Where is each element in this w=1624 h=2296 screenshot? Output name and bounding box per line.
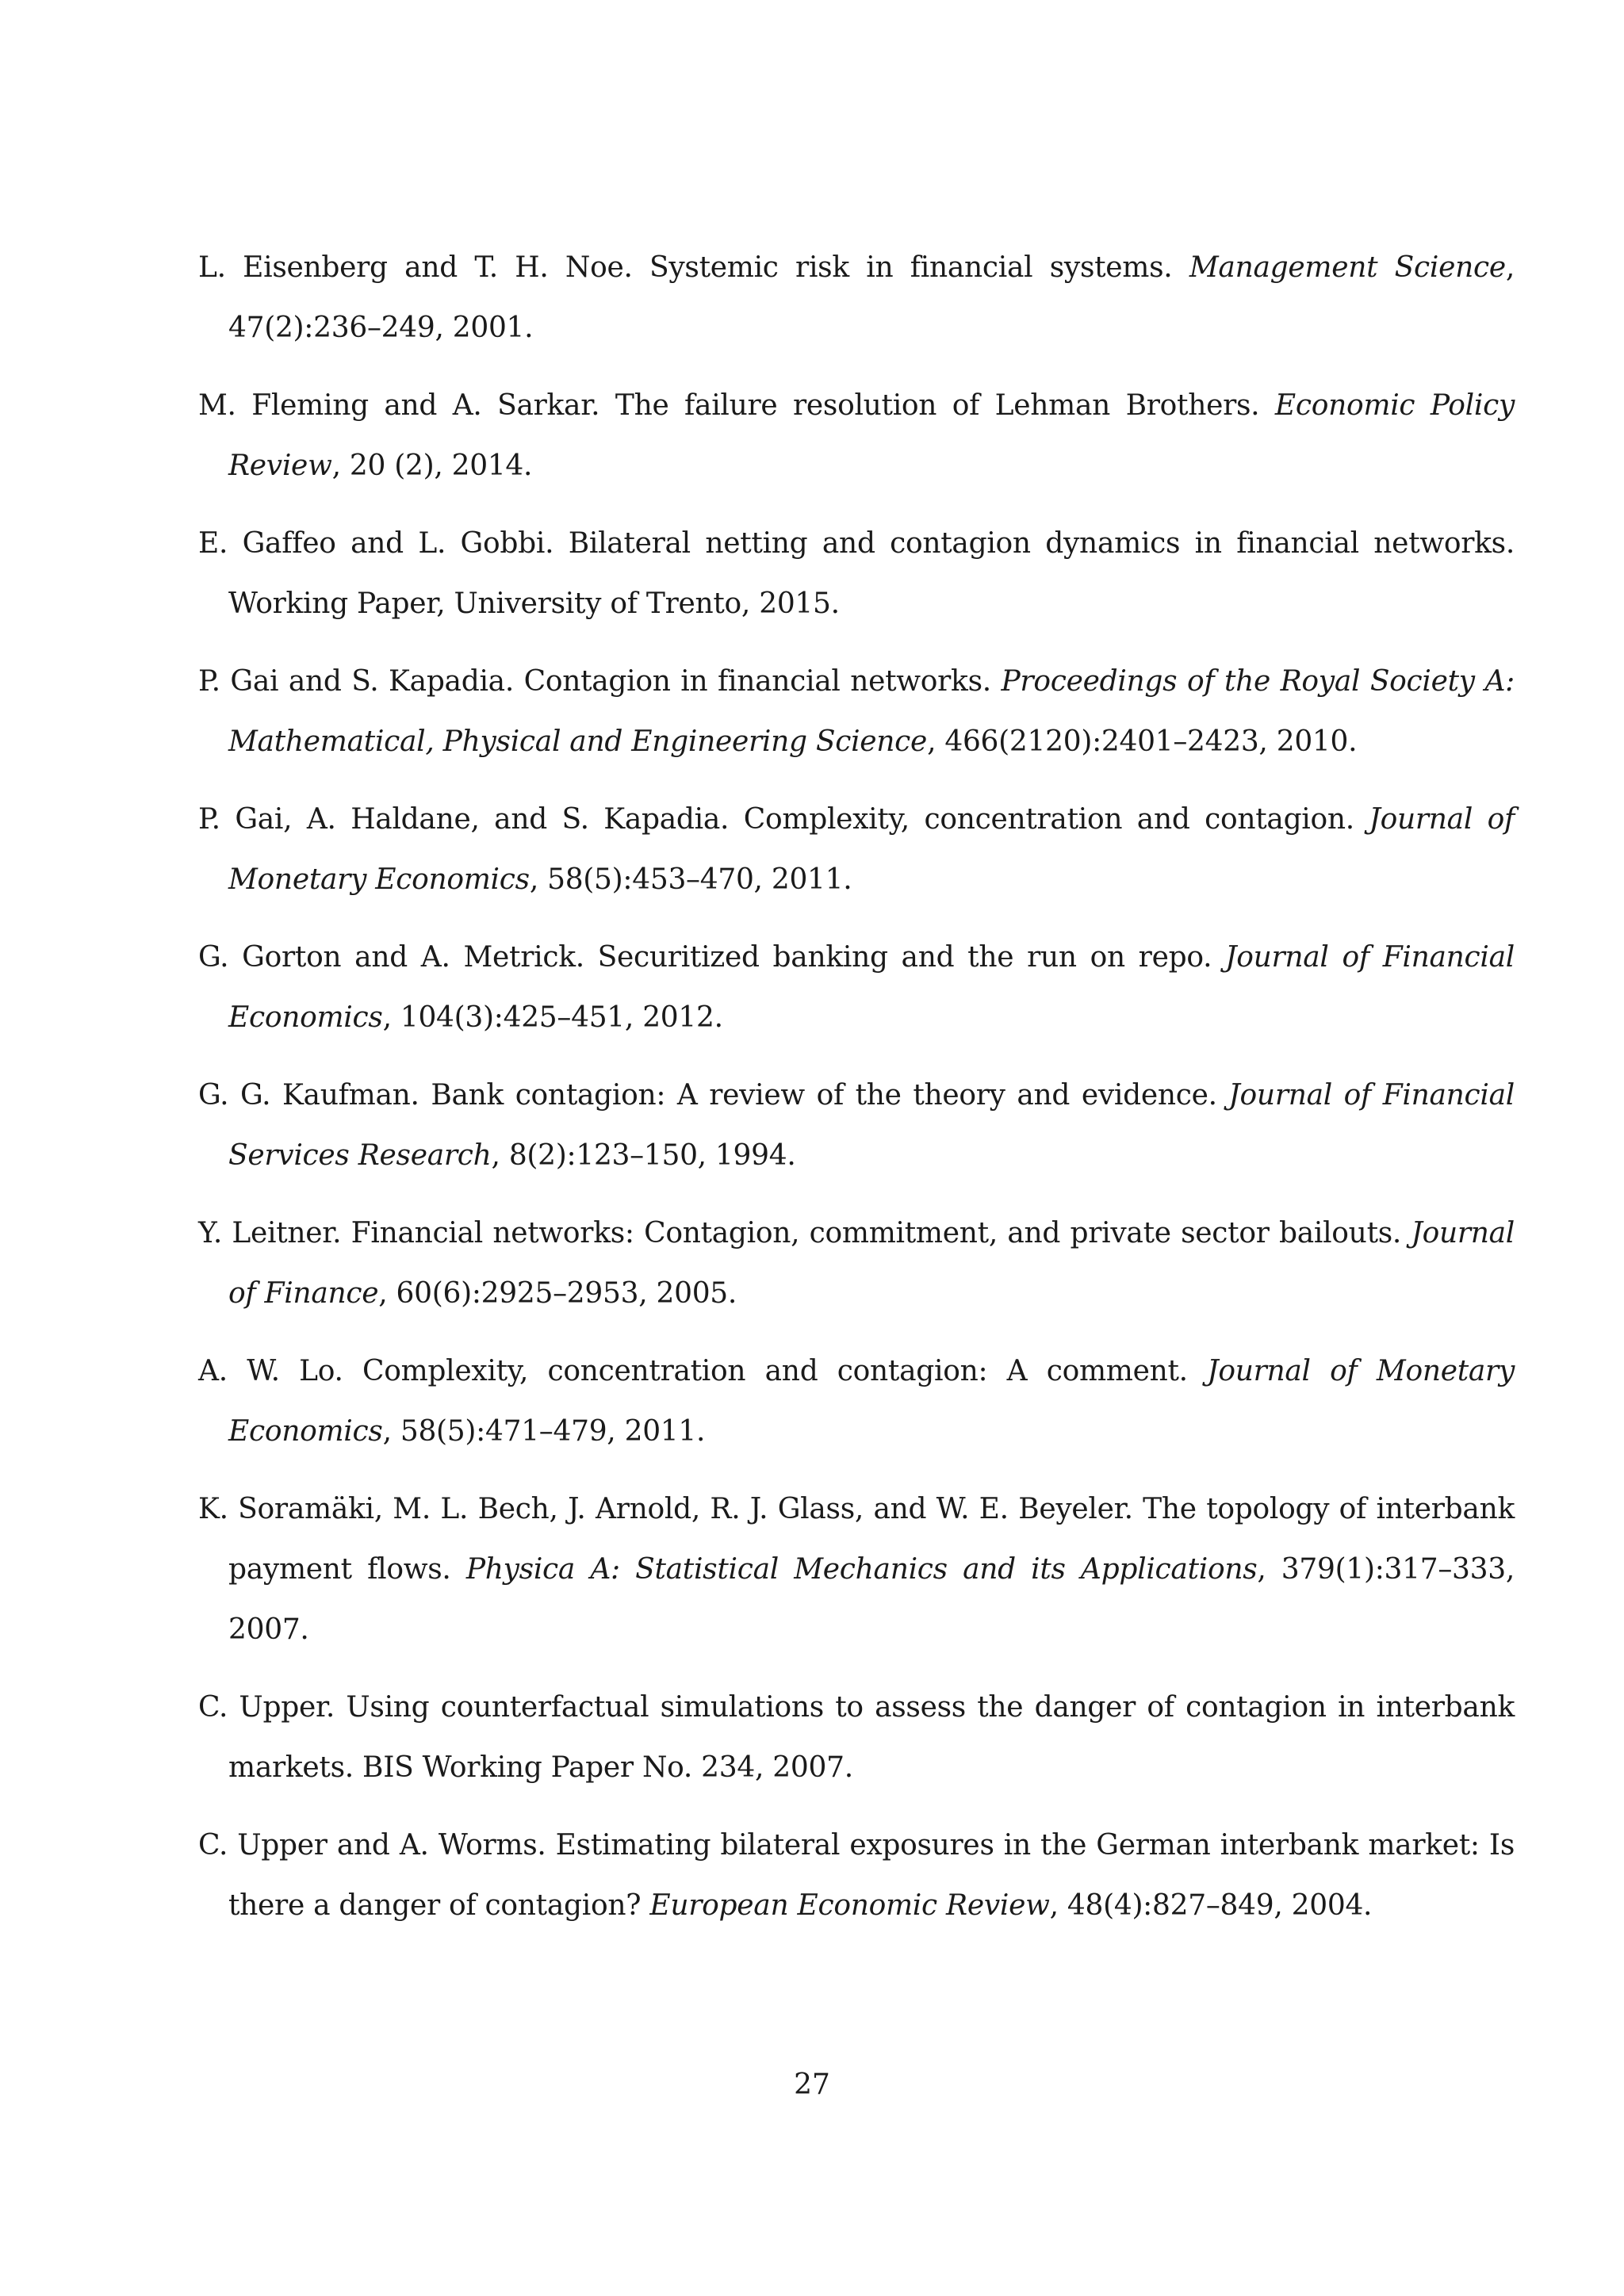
reference-upper-2007 [198, 1678, 1515, 1798]
reference-gorton-2012 [198, 928, 1515, 1048]
reference-gai-haldane-2011 [198, 790, 1515, 910]
reference-venue: Economic Policy Review [228, 389, 1515, 482]
reference-kaufman-1994 [198, 1066, 1515, 1186]
reference-details: , 466(2120):2401–2423, 2010. [927, 725, 1358, 758]
reference-text: P. Gai and S. Kapadia. Contagion in financial networks. [198, 665, 991, 698]
reference-details: , 60(6):2925–2953, 2005. [378, 1277, 737, 1310]
reference-venue: European Economic Review [649, 1889, 1050, 1922]
reference-text: L. Eisenberg and T. H. Noe. Systemic risk in financial systems. [198, 251, 1173, 284]
reference-details: , 58(5):471–479, 2011. [382, 1415, 706, 1448]
reference-details: , 58(5):453–470, 2011. [529, 863, 852, 896]
reference-text: G. G. Kaufman. Bank contagion: A review of the theory and evidence. [198, 1079, 1217, 1112]
reference-venue: Management Science [1189, 251, 1506, 284]
reference-details: , 47(2):236–249, 2001. [228, 251, 1515, 344]
reference-text: Y. Leitner. Financial networks: Contagion, commitment, and private sector bailouts. [198, 1217, 1402, 1249]
reference-text: C. Upper. Using counterfactual simulations to assess the danger of contagion in interbank markets. BIS Working Paper No. 234, 2007. [198, 1691, 1515, 1784]
reference-details: , 8(2):123–150, 1994. [491, 1139, 796, 1172]
reference-soramaki-2007 [198, 1479, 1515, 1660]
reference-details: , 379(1):317–333, 2007. [228, 1553, 1515, 1646]
page-number: 27 [794, 2068, 830, 2101]
reference-text: A. W. Lo. Complexity, concentration and contagion: A comment. [198, 1355, 1188, 1387]
reference-fleming-2014 [198, 376, 1515, 496]
reference-details: , 104(3):425–451, 2012. [382, 1001, 723, 1034]
reference-venue: Journal of Financial Economics [228, 941, 1515, 1034]
reference-venue: Journal of Finance [228, 1217, 1515, 1310]
reference-venue: Proceedings of the Royal Society A: Mathematical, Physical and Engineering Science [228, 665, 1515, 758]
reference-text: K. Soramäki, M. L. Bech, J. Arnold, R. J. Glass, and W. E. Beyeler. The topology of interbank payment flows. [198, 1493, 1515, 1586]
reference-gai-kapadia-2010 [198, 652, 1515, 772]
reference-details: , 20 (2), 2014. [331, 450, 533, 482]
reference-venue: Journal of Monetary Economics [228, 1355, 1515, 1448]
reference-text: E. Gaffeo and L. Gobbi. Bilateral netting and contagion dynamics in financial networks. Working Paper, University of Trento, 2015. [198, 527, 1515, 620]
reference-eisenberg-2001 [198, 238, 1515, 358]
reference-upper-worms-2004 [198, 1816, 1515, 1936]
reference-text: M. Fleming and A. Sarkar. The failure resolution of Lehman Brothers. [198, 389, 1260, 422]
reference-lo-2011 [198, 1341, 1515, 1462]
reference-details: , 48(4):827–849, 2004. [1049, 1889, 1373, 1922]
reference-gaffeo-2015 [198, 514, 1515, 634]
reference-text: G. Gorton and A. Metrick. Securitized banking and the run on repo. [198, 941, 1212, 974]
reference-venue: Journal of Financial Services Research [228, 1079, 1515, 1172]
reference-venue: Physica A: Statistical Mechanics and its Applications [465, 1553, 1258, 1586]
reference-text: C. Upper and A. Worms. Estimating bilateral exposures in the German interbank market: Is there a danger of contagion? [198, 1829, 1515, 1922]
reference-venue: Journal of Monetary Economics [228, 803, 1515, 896]
reference-leitner-2005 [198, 1203, 1515, 1324]
reference-text: P. Gai, A. Haldane, and S. Kapadia. Complexity, concentration and contagion. [198, 803, 1354, 836]
reference-list [198, 238, 1515, 1954]
